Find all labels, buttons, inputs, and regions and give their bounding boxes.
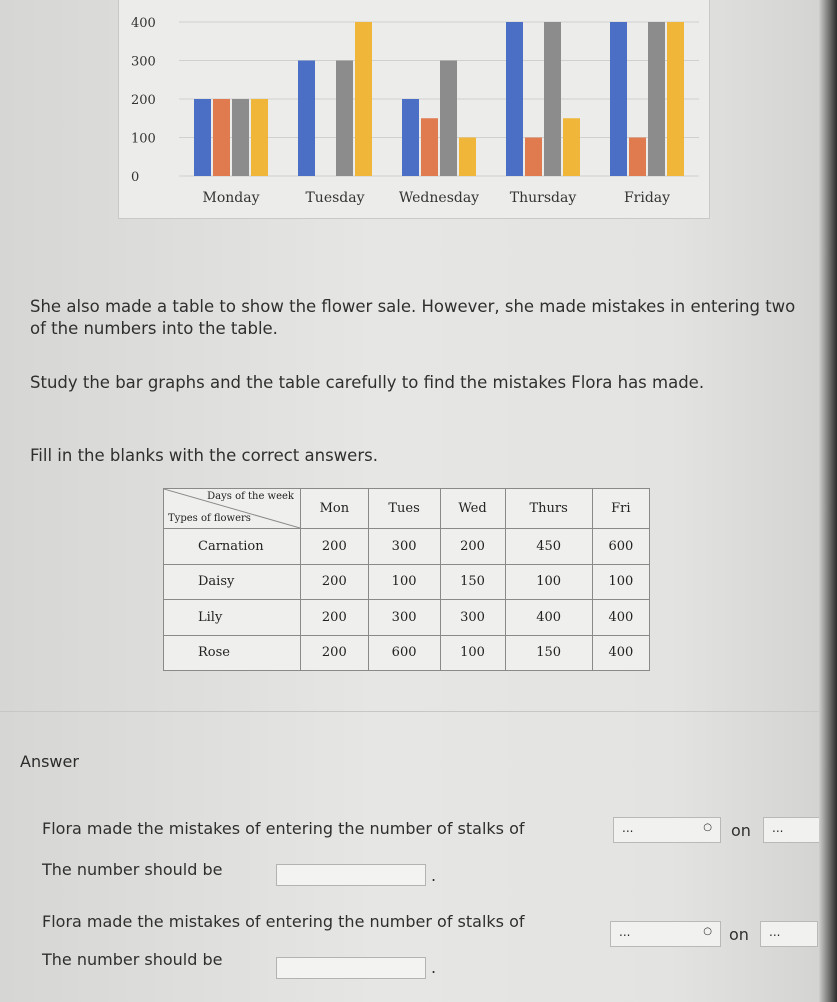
- table-cell: 300: [368, 600, 440, 636]
- q4-period: .: [431, 958, 437, 977]
- chart-bar: [506, 22, 523, 176]
- chart-bar: [667, 22, 684, 176]
- table-cell: 100: [592, 564, 649, 600]
- section-divider: [0, 711, 837, 712]
- q3-day-select[interactable]: [760, 921, 818, 947]
- x-tick-label: Tuesday: [305, 190, 365, 206]
- y-tick-label: 300: [131, 54, 156, 70]
- chart-bar: [544, 22, 561, 176]
- bar-chart: [118, 0, 710, 219]
- q4-text: The number should be: [42, 950, 223, 969]
- q1-day-select[interactable]: [763, 817, 823, 843]
- select-arrow-icon: ○: [703, 822, 712, 833]
- chart-bar: [194, 99, 211, 176]
- table-cell: 150: [440, 564, 505, 600]
- screen-edge: [819, 0, 837, 1002]
- table-cell: 400: [505, 600, 592, 636]
- table-corner-header: [164, 489, 301, 529]
- q3-on-text: on: [729, 925, 749, 944]
- q3-flower-select-value: ...: [619, 925, 631, 939]
- table-cell: 100: [368, 564, 440, 600]
- table-cell: 400: [592, 600, 649, 636]
- table-cell: 300: [368, 529, 440, 565]
- chart-bar: [232, 99, 249, 176]
- table-row-daisy: [164, 564, 650, 600]
- x-tick-label: Friday: [623, 190, 671, 206]
- q3-text: Flora made the mistakes of entering the number of stalks of: [42, 912, 525, 931]
- table-cell: 400: [592, 635, 649, 671]
- table-cell: 200: [440, 529, 505, 565]
- x-tick-label: Thursday: [509, 190, 577, 206]
- y-tick-label: 100: [131, 131, 156, 147]
- chart-bar: [355, 22, 372, 176]
- q3-day-select-value: ...: [769, 925, 781, 939]
- answer-heading: Answer: [20, 752, 79, 771]
- table-cell: 100: [505, 564, 592, 600]
- y-tick-label: 0: [131, 170, 140, 185]
- chart-bar: [648, 22, 665, 176]
- chart-bar: [213, 99, 230, 176]
- row-label: Rose: [164, 635, 301, 671]
- chart-bar: [629, 138, 646, 177]
- chart-bar: [336, 61, 353, 177]
- chart-bar: [459, 138, 476, 177]
- chart-bar: [525, 138, 542, 177]
- table-row-lily: [164, 600, 650, 636]
- table-cell: 200: [301, 564, 369, 600]
- table-cell: 600: [368, 635, 440, 671]
- chart-bar: [421, 118, 438, 176]
- q1-on-text: on: [731, 821, 751, 840]
- y-tick-label: 400: [131, 16, 156, 31]
- q3-flower-select[interactable]: [610, 921, 721, 947]
- day-header-tues: Tues: [368, 489, 440, 529]
- row-label: Lily: [164, 600, 301, 636]
- table-cell: 100: [440, 635, 505, 671]
- chart-bar: [440, 61, 457, 177]
- q1-text: Flora made the mistakes of entering the number of stalks of: [42, 819, 525, 838]
- chart-bar: [251, 99, 268, 176]
- x-tick-label: Wednesday: [398, 190, 480, 206]
- table-cell: 450: [505, 529, 592, 565]
- chart-bar: [298, 61, 315, 177]
- q2-text: The number should be: [42, 860, 223, 879]
- chart-bar: [610, 22, 627, 176]
- fill-blanks-instruction: Fill in the blanks with the correct answers.: [30, 446, 378, 465]
- table-cell: 300: [440, 600, 505, 636]
- q2-answer-input[interactable]: [276, 864, 426, 886]
- table-cell: 200: [301, 600, 369, 636]
- intro-paragraph: She also made a table to show the flower sale. However, she made mistakes in entering two of the numbers into the table.: [30, 297, 796, 338]
- table-cell: 200: [301, 635, 369, 671]
- table-row-rose: [164, 635, 650, 671]
- corner-days-label: Days of the week: [207, 491, 294, 502]
- table-cell: 600: [592, 529, 649, 565]
- q1-flower-select[interactable]: [613, 817, 721, 843]
- row-label: Carnation: [164, 529, 301, 565]
- table-row-carnation: [164, 529, 650, 565]
- day-header-fri: Fri: [592, 489, 649, 529]
- bar-chart-svg: [119, 0, 709, 218]
- day-header-wed: Wed: [440, 489, 505, 529]
- select-arrow-icon: ○: [703, 926, 712, 937]
- row-label: Daisy: [164, 564, 301, 600]
- q1-flower-select-value: ...: [622, 821, 634, 835]
- corner-types-label: Types of flowers: [168, 513, 251, 524]
- x-tick-label: Monday: [202, 190, 260, 206]
- chart-bar: [402, 99, 419, 176]
- q1-day-select-value: ...: [772, 821, 784, 835]
- instruction-paragraph: Study the bar graphs and the table carefully to find the mistakes Flora has made.: [30, 373, 705, 392]
- q4-answer-input[interactable]: [276, 957, 426, 979]
- table-cell: 150: [505, 635, 592, 671]
- q2-period: .: [431, 866, 437, 885]
- day-header-thurs: Thurs: [505, 489, 592, 529]
- table-cell: 200: [301, 529, 369, 565]
- day-header-mon: Mon: [301, 489, 369, 529]
- chart-bar: [563, 118, 580, 176]
- flower-sale-table: [163, 488, 650, 671]
- y-tick-label: 200: [131, 93, 156, 108]
